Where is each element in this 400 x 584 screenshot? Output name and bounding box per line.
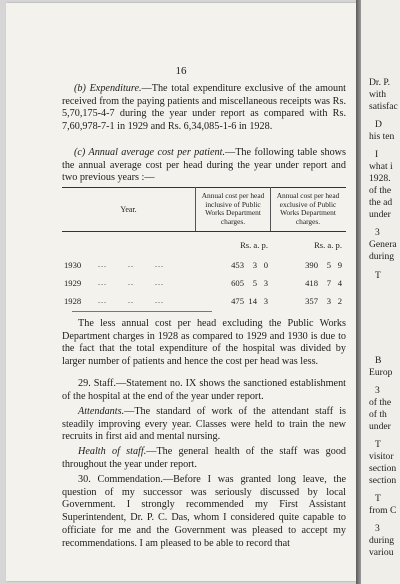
facing-page-fragment: [361, 0, 400, 584]
table-column-divider: [195, 187, 196, 231]
facing-line: of th: [369, 409, 387, 420]
facing-line: T: [375, 439, 381, 450]
inclusive-pies: 0: [263, 260, 268, 270]
annual-cost-heading: (c) Annual average cost per patient.: [74, 147, 225, 158]
facing-line: during: [369, 535, 395, 546]
expenditure-text: —The total expenditure exclusive of the amount received from the paying patients and miscellaneous receipts was Rs. 5,70,175-4-7 during the year under report as compared with Rs. 7,60,978-7-1 in 1929 and Rs. 6,34,085-1-6 in 1928.: [62, 83, 346, 133]
exclusive-rupees: 390: [305, 260, 318, 270]
health-text: —The general health of the staff was good throughout the year under report.: [62, 446, 347, 470]
facing-line: T: [375, 493, 381, 504]
facing-line: Dr. P.: [369, 77, 391, 88]
annual-cost-paragraph: [62, 147, 346, 185]
leader-dots: ... .. ...: [98, 278, 164, 287]
exclusive-pies: 4: [337, 278, 342, 288]
facing-line: D: [375, 119, 382, 130]
table-bottom-rule: [72, 311, 212, 312]
inclusive-annas: 14: [248, 296, 257, 306]
facing-line: with: [369, 89, 387, 100]
expenditure-heading: (b) Expenditure.: [74, 83, 142, 94]
facing-line: T: [375, 270, 381, 281]
facing-line: 3: [375, 385, 380, 396]
row-year: 1928: [64, 296, 82, 306]
document-page: [6, 3, 356, 581]
inclusive-annas: 3: [252, 260, 257, 270]
expenditure-paragraph: [62, 83, 346, 134]
facing-line: Genera: [369, 239, 397, 250]
facing-line: section: [369, 463, 397, 474]
units-inclusive: Rs. a. p.: [240, 240, 268, 250]
inclusive-annas: 5: [252, 278, 257, 288]
facing-line: of the: [369, 185, 392, 196]
staff-paragraph: [62, 378, 346, 403]
table-column-divider: [270, 187, 271, 231]
commendation-heading: 30. Commendation.: [78, 474, 163, 485]
facing-line: I: [375, 149, 379, 160]
health-paragraph: [62, 446, 346, 471]
exclusive-annas: 5: [326, 260, 331, 270]
facing-line: under: [369, 421, 391, 432]
facing-line: B: [375, 355, 382, 366]
leader-dots: ... .. ...: [98, 260, 164, 269]
units-exclusive: Rs. a. p.: [314, 240, 342, 250]
exclusive-annas: 3: [326, 296, 331, 306]
facing-line: 1928.: [369, 173, 391, 184]
column-header-exclusive: Annual cost per head exclusive of Public Works Department charges.: [276, 191, 340, 226]
exclusive-pies: 9: [337, 260, 342, 270]
column-header-year: Year.: [120, 205, 137, 214]
table-top-rule: [62, 187, 346, 188]
row-year: 1930: [64, 260, 82, 270]
facing-line: variou: [369, 547, 394, 558]
facing-line: from C: [369, 505, 397, 516]
facing-line: during: [369, 251, 395, 262]
facing-line: visitor: [369, 451, 394, 462]
annual-cost-text: —The following table shows the annual average cost per head during the year under report and two previous years :—: [62, 147, 346, 184]
column-header-inclusive: Annual cost per head inclusive of Public Works Department charges.: [201, 191, 265, 226]
facing-line: under: [369, 209, 391, 220]
exclusive-pies: 2: [337, 296, 342, 306]
inclusive-pies: 3: [263, 296, 268, 306]
commendation-text: —Before I was granted long leave, the question of my successor was seriously discussed by local Government. I strongly recommended my First Assistant Superintendent, Dr. P. C. Das, whom I considered quite capable to officiate for me and the Government was pleased to accept my recommendations. I am pleased to be able to record that: [62, 474, 346, 549]
attendants-heading: Attendants.: [78, 406, 125, 417]
attendants-paragraph: [62, 406, 346, 444]
staff-text: —Statement no. IX shows the sanctioned establishment of the hospital at the end of the year under report.: [62, 378, 347, 402]
health-heading: Health of staff.: [78, 446, 147, 457]
page-number: 16: [175, 65, 187, 77]
inclusive-pies: 3: [263, 278, 268, 288]
facing-line: satisfac: [369, 101, 398, 112]
facing-line: the ad: [369, 197, 393, 208]
facing-line: section: [369, 475, 397, 486]
inclusive-rupees: 475: [231, 296, 244, 306]
table-header-rule: [62, 231, 346, 232]
facing-line: 3: [375, 523, 380, 534]
attendants-text: —The standard of work of the attendant staff is steadily improving every year. Classes were held to train the new recruits in first aid and mental nursing.: [62, 406, 346, 443]
facing-line: his ten: [369, 131, 395, 142]
inclusive-rupees: 453: [231, 260, 244, 270]
facing-line: Europ: [369, 367, 393, 378]
exclusive-annas: 7: [326, 278, 331, 288]
row-year: 1929: [64, 278, 82, 288]
less-annual-paragraph: The less annual cost per head excluding the Public Works Department charges in 1928 as compared to 1929 and 1930 is due to the fact that the total expenditure of the hospital was divided by larger number of patients and hence the cost per head was less.: [62, 318, 346, 368]
facing-line: what i: [369, 161, 393, 172]
exclusive-rupees: 418: [305, 278, 318, 288]
exclusive-rupees: 357: [305, 296, 318, 306]
staff-heading: 29. Staff.: [78, 378, 116, 389]
inclusive-rupees: 605: [231, 278, 244, 288]
facing-line: 3: [375, 227, 380, 238]
facing-line: of the: [369, 397, 392, 408]
leader-dots: ... .. ...: [98, 296, 164, 305]
commendation-paragraph: [62, 474, 346, 550]
